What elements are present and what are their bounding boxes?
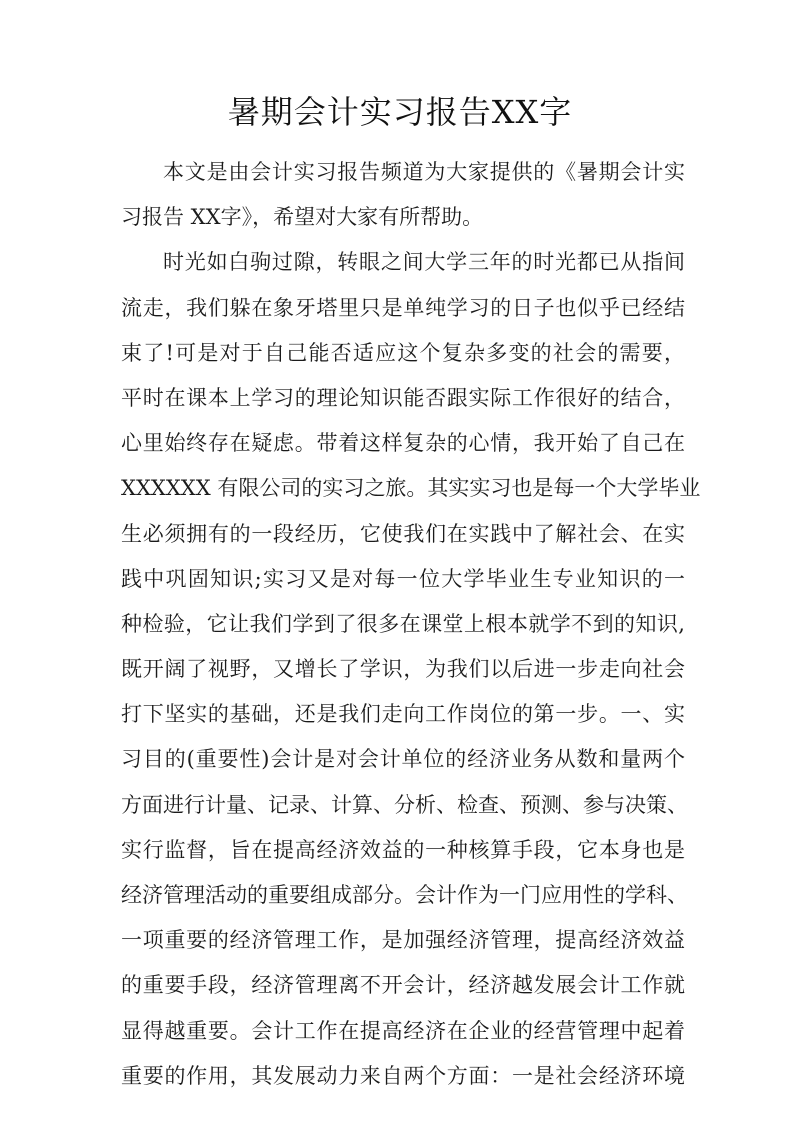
paragraph-line: 生必须拥有的一段经历，它使我们在实践中了解社会、在实 — [121, 521, 685, 546]
paragraph-line: 时光如白驹过隙，转眼之间大学三年的时光都已从指间 — [163, 250, 685, 275]
paragraph-line: 束了!可是对于自己能否适应这个复杂多变的社会的需要， — [121, 340, 685, 365]
paragraph-line: 习报告 XX字》，希望对大家有所帮助。 — [121, 205, 484, 230]
paragraph-line: XXXXXX 有限公司的实习之旅。其实实习也是每一个大学毕业 — [121, 476, 701, 501]
paragraph-line: 流走，我们躲在象牙塔里只是单纯学习的日子也似乎已经结 — [121, 295, 685, 320]
paragraph-line: 显得越重要。会计工作在提高经济在企业的经营管理中起着 — [121, 1018, 685, 1043]
paragraph-line: 本文是由会计实习报告频道为大家提供的《暑期会计实 — [163, 160, 685, 184]
paragraph-line: 经济管理活动的重要组成部分。会计作为一门应用性的学科、 — [121, 883, 688, 907]
paragraph-line: 心里始终存在疑虑。带着这样复杂的心情，我开始了自己在 — [121, 431, 685, 456]
paragraph-line: 习目的(重要性)会计是对会计单位的经济业务从数和量两个 — [121, 747, 685, 772]
paragraph-line: 践中巩固知识;实习又是对每一位大学毕业生专业知识的一 — [121, 566, 685, 591]
paragraph-line: 打下坚实的基础，还是我们走向工作岗位的第一步。一、实 — [121, 702, 685, 727]
paragraph-line: 既开阔了视野，又增长了学识，为我们以后进一步走向社会 — [121, 657, 685, 682]
paragraph-line: 种检验，它让我们学到了很多在课堂上根本就学不到的知识, — [121, 611, 685, 636]
paragraph-line: 一项重要的经济管理工作，是加强经济管理，提高经济效益 — [121, 928, 685, 953]
paragraph-line: 的重要手段，经济管理离不开会计，经济越发展会计工作就 — [121, 973, 685, 998]
document-body — [121, 150, 701, 1099]
document-title: 暑期会计实习报告XX字 — [227, 93, 573, 131]
paragraph-line: 平时在课本上学习的理论知识能否跟实际工作很好的结合， — [121, 385, 685, 410]
paragraph-line: 重要的作用，其发展动力来自两个方面：一是社会经济环境 — [121, 1063, 685, 1088]
paragraph-line: 方面进行计量、记录、计算、分析、检查、预测、参与决策、 — [121, 792, 688, 817]
paragraph-line: 实行监督，旨在提高经济效益的一种核算手段，它本身也是 — [121, 837, 685, 862]
